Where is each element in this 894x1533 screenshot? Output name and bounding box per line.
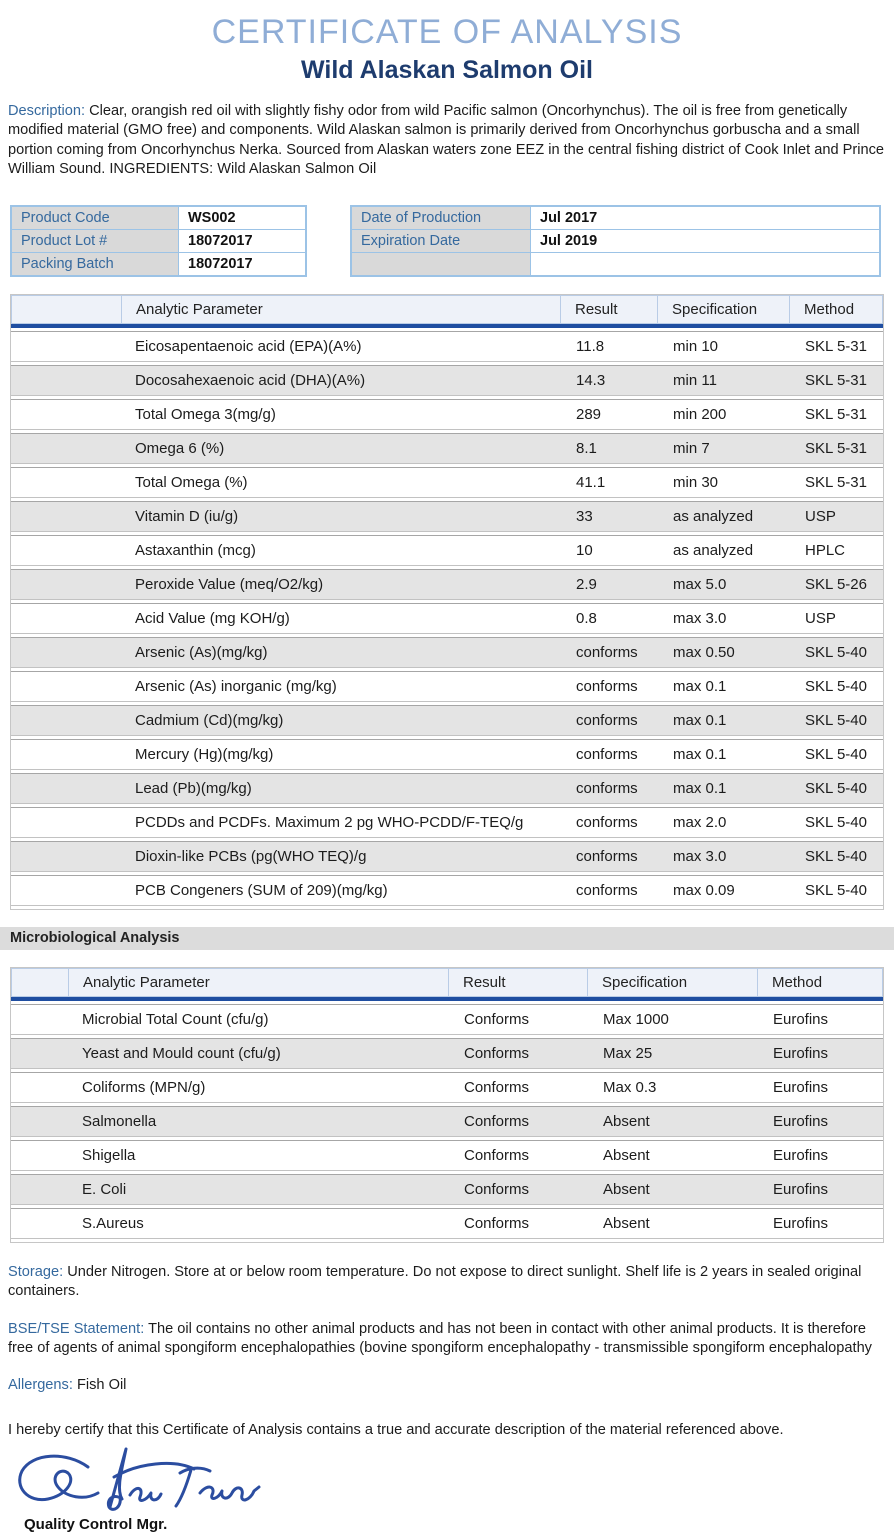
cell-param: PCDDs and PCDFs. Maximum 2 pg WHO-PCDD/F-TEQ/g [135, 814, 524, 831]
cell-spec: Max 25 [603, 1045, 653, 1062]
header-specification: Specification [588, 969, 758, 996]
header-method: Method [772, 974, 823, 991]
product-code-value: WS002 [179, 206, 307, 230]
product-info-table [10, 205, 307, 277]
cell-method: SKL 5-40 [805, 712, 867, 729]
cell-param: Eicosapentaenoic acid (EPA)(A%) [135, 338, 362, 355]
cell-result: conforms [576, 848, 638, 865]
certification-statement: I hereby certify that this Certificate of Analysis contains a true and accurate description of the material referenced above. [8, 1422, 784, 1439]
description-paragraph [8, 102, 886, 179]
cell-method: Eurofins [773, 1147, 829, 1164]
table-row [11, 807, 883, 838]
cell-param: Mercury (Hg)(mg/kg) [135, 746, 274, 763]
micro-table [10, 967, 884, 1243]
empty-value-cell [531, 253, 881, 277]
cell-method: Eurofins [773, 1113, 829, 1130]
table-row [11, 365, 883, 396]
cell-method: HPLC [805, 542, 846, 559]
table-row [11, 637, 883, 668]
cell-spec: max 2.0 [673, 814, 727, 831]
bse-tse-text: The oil contains no other animal products and has not been in contact with other animal products. It is therefore free of agents of animal spongiform encephalopathies (bovine spongiform encephalopathy - transmissible spongiform encephalopathy [8, 1320, 872, 1356]
cell-spec: as analyzed [673, 508, 754, 525]
cell-method: SKL 5-40 [805, 882, 867, 899]
cell-result: 41.1 [576, 474, 606, 491]
cell-method: USP [805, 610, 836, 627]
cell-param: S.Aureus [82, 1215, 144, 1232]
cell-result: 33 [576, 508, 593, 525]
signer-role: Quality Control Mgr. [24, 1515, 168, 1533]
cell-spec: max 0.1 [673, 780, 727, 797]
table-row [11, 230, 306, 253]
cell-param: Lead (Pb)(mg/kg) [135, 780, 252, 797]
cell-method: SKL 5-40 [805, 746, 867, 763]
header-result: Result [449, 969, 588, 996]
cell-spec: min 10 [673, 338, 719, 355]
table-row [11, 535, 883, 566]
cell-spec: max 0.09 [673, 882, 735, 899]
table-row [351, 230, 880, 253]
cell-param: Cadmium (Cd)(mg/kg) [135, 712, 284, 729]
expiration-date-label: Expiration Date [351, 230, 531, 253]
table-row [11, 433, 883, 464]
product-lot-value: 18072017 [179, 230, 307, 253]
micro-section-label: Microbiological Analysis [0, 927, 894, 950]
cell-result: conforms [576, 644, 638, 661]
cell-method: SKL 5-26 [805, 576, 867, 593]
header-specification: Specification [658, 296, 790, 323]
header-result: Result [561, 296, 658, 323]
cell-result: Conforms [464, 1079, 530, 1096]
cell-param: PCB Congeners (SUM of 209)(mg/kg) [135, 882, 388, 899]
table-row [11, 1106, 883, 1137]
signature-image [14, 1443, 264, 1515]
cell-param: Omega 6 (%) [135, 440, 225, 457]
table-row [11, 603, 883, 634]
bse-tse-label: BSE/TSE Statement: [8, 1320, 145, 1337]
cell-result: conforms [576, 678, 638, 695]
cell-method: SKL 5-31 [805, 372, 867, 389]
cell-result: 14.3 [576, 372, 606, 389]
header-divider [11, 324, 883, 328]
cell-method: SKL 5-31 [805, 474, 867, 491]
allergens-label: Allergens: [8, 1377, 73, 1393]
cell-param: Total Omega (%) [135, 474, 248, 491]
table-row [351, 253, 880, 277]
cell-result: conforms [576, 712, 638, 729]
cell-param: Microbial Total Count (cfu/g) [82, 1011, 269, 1028]
cell-result: 289 [576, 406, 602, 423]
cell-method: Eurofins [773, 1215, 829, 1232]
cell-result: Conforms [464, 1011, 530, 1028]
table-row [11, 1072, 883, 1103]
storage-paragraph [8, 1263, 886, 1302]
header-empty-cell [12, 969, 69, 996]
table-row [11, 739, 883, 770]
cell-method: Eurofins [773, 1181, 829, 1198]
allergens-text: Fish Oil [76, 1377, 127, 1393]
date-of-production-value: Jul 2017 [531, 206, 881, 230]
header-empty-cell [12, 296, 122, 323]
description-label: Description: [8, 103, 86, 119]
cell-method: SKL 5-40 [805, 848, 867, 865]
product-name-subtitle: Wild Alaskan Salmon Oil [301, 56, 593, 84]
table-row [11, 773, 883, 804]
production-dates-table [350, 205, 881, 277]
table-row [11, 1004, 883, 1035]
table-row [11, 1038, 883, 1069]
cell-result: Conforms [464, 1045, 530, 1062]
cell-method: Eurofins [773, 1079, 829, 1096]
cell-result: Conforms [464, 1181, 530, 1198]
product-code-label: Product Code [11, 206, 179, 230]
header-analytic-parameter: Analytic Parameter [122, 296, 561, 323]
cell-result: 2.9 [576, 576, 597, 593]
cell-result: conforms [576, 882, 638, 899]
cell-spec: Absent [603, 1181, 650, 1198]
cell-method: SKL 5-31 [805, 338, 867, 355]
table-row [351, 206, 880, 230]
cell-spec: Absent [603, 1147, 650, 1164]
packing-batch-value: 18072017 [179, 253, 307, 277]
cell-method: SKL 5-40 [805, 780, 867, 797]
cell-spec: max 3.0 [673, 848, 727, 865]
cell-param: Arsenic (As) inorganic (mg/kg) [135, 678, 337, 695]
table-row [11, 399, 883, 430]
cell-param: Total Omega 3(mg/g) [135, 406, 276, 423]
cell-spec: Absent [603, 1215, 650, 1232]
signature-block [14, 1443, 894, 1533]
analysis-table-header [11, 295, 883, 324]
product-info-section [10, 205, 884, 277]
cell-result: conforms [576, 780, 638, 797]
storage-label: Storage: [8, 1264, 64, 1280]
cell-spec: max 5.0 [673, 576, 727, 593]
packing-batch-label: Packing Batch [11, 253, 179, 277]
cell-result: conforms [576, 746, 638, 763]
cell-param: Acid Value (mg KOH/g) [135, 610, 290, 627]
cell-spec: max 0.1 [673, 746, 727, 763]
cell-spec: Max 0.3 [603, 1079, 657, 1096]
cell-result: Conforms [464, 1215, 530, 1232]
description-text: Clear, orangish red oil with slightly fishy odor from wild Pacific salmon (Oncorhynchus). The oil is free from genetically modified material (GMO free) and components. Wild Alaskan salmon is primarily derived from Oncorhynchus gorbuscha and a small portion coming from Oncorhynchus Nerka. Sourced from Alaskan waters zone EEZ in the central fishing district of Cook Inlet and Prince William Sound. INGREDIENTS: Wild Alaskan Salmon Oil [8, 103, 885, 177]
table-row [11, 1140, 883, 1171]
table-row [11, 1174, 883, 1205]
cell-method: SKL 5-40 [805, 644, 867, 661]
empty-label-cell [351, 253, 531, 277]
cell-method: Eurofins [773, 1045, 829, 1062]
table-row [11, 331, 883, 362]
micro-table-header [11, 968, 883, 997]
cell-spec: max 0.50 [673, 644, 735, 661]
cell-result: 8.1 [576, 440, 597, 457]
table-row [11, 1208, 883, 1239]
cell-spec: as analyzed [673, 542, 754, 559]
cell-result: Conforms [464, 1147, 530, 1164]
cell-param: Peroxide Value (meq/O2/kg) [135, 576, 324, 593]
cell-param: Coliforms (MPN/g) [82, 1079, 206, 1096]
expiration-date-value: Jul 2019 [531, 230, 881, 253]
table-row [11, 875, 883, 906]
cell-method: USP [805, 508, 836, 525]
cell-spec: max 3.0 [673, 610, 727, 627]
cell-result: conforms [576, 814, 638, 831]
cell-result: 10 [576, 542, 593, 559]
cell-param: Yeast and Mould count (cfu/g) [82, 1045, 281, 1062]
cell-result: 11.8 [576, 338, 605, 355]
analysis-table [10, 294, 884, 910]
cell-spec: max 0.1 [673, 678, 727, 695]
table-row [11, 705, 883, 736]
cell-method: SKL 5-40 [805, 814, 867, 831]
cell-spec: max 0.1 [673, 712, 727, 729]
table-row [11, 253, 306, 277]
cell-spec: Max 1000 [603, 1011, 669, 1028]
cell-spec: Absent [603, 1113, 650, 1130]
table-row [11, 206, 306, 230]
allergens-paragraph [8, 1376, 886, 1395]
storage-text: Under Nitrogen. Store at or below room temperature. Do not expose to direct sunlight. Shelf life is 2 years in sealed original containers. [8, 1264, 862, 1300]
date-of-production-label: Date of Production [351, 206, 531, 230]
header-analytic-parameter: Analytic Parameter [69, 969, 449, 996]
cell-param: Astaxanthin (mcg) [135, 542, 256, 559]
cell-param: Docosahexaenoic acid (DHA)(A%) [135, 372, 366, 389]
header-method: Method [804, 301, 855, 318]
header-divider [11, 997, 883, 1001]
cell-method: Eurofins [773, 1011, 829, 1028]
cell-param: Vitamin D (iu/g) [135, 508, 239, 525]
cell-param: Dioxin-like PCBs (pg(WHO TEQ)/g [135, 848, 367, 865]
table-row [11, 467, 883, 498]
cell-result: Conforms [464, 1113, 530, 1130]
table-row [11, 501, 883, 532]
cell-param: Salmonella [82, 1113, 157, 1130]
cell-spec: min 7 [673, 440, 710, 457]
cell-param: Arsenic (As)(mg/kg) [135, 644, 268, 661]
table-row [11, 841, 883, 872]
cell-spec: min 30 [673, 474, 719, 491]
product-lot-label: Product Lot # [11, 230, 179, 253]
cell-param: Shigella [82, 1147, 136, 1164]
page-title: CERTIFICATE OF ANALYSIS [211, 13, 683, 51]
table-row [11, 671, 883, 702]
table-row [11, 569, 883, 600]
cell-result: 0.8 [576, 610, 597, 627]
bse-tse-paragraph [8, 1320, 886, 1359]
cell-spec: min 11 [673, 372, 717, 389]
cell-spec: min 200 [673, 406, 727, 423]
cell-method: SKL 5-31 [805, 406, 867, 423]
cell-param: E. Coli [82, 1181, 127, 1198]
cell-method: SKL 5-31 [805, 440, 867, 457]
cell-method: SKL 5-40 [805, 678, 867, 695]
